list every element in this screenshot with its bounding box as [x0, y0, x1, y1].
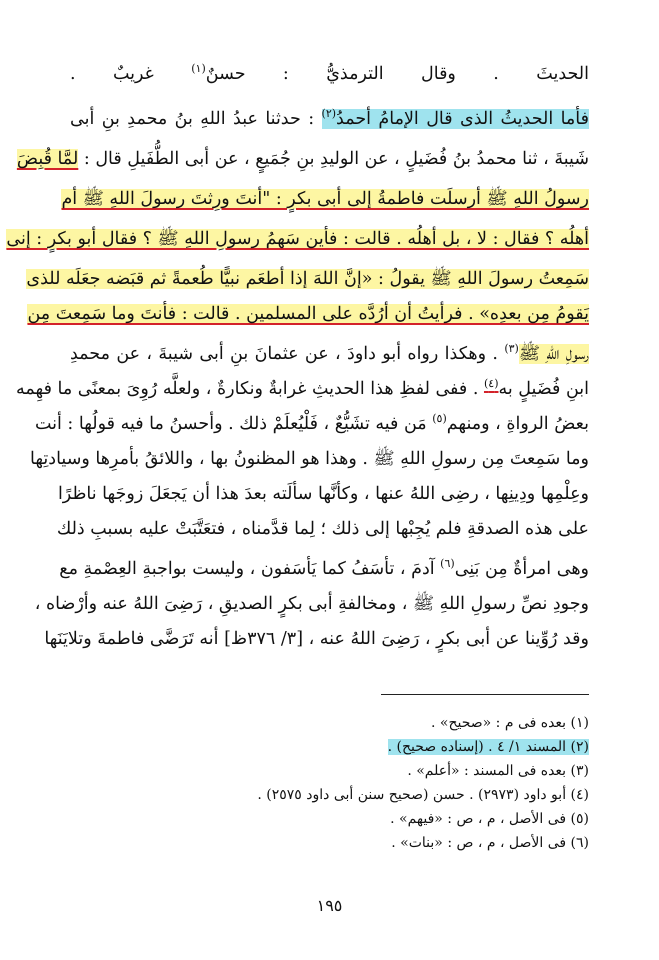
footnote-ref-5: (٥) — [432, 412, 447, 426]
highlight-footnote-2: (٢) المسند ١/ ٤ . (إسناده صحيح) . — [387, 739, 589, 755]
text-line-16 — [44, 624, 589, 654]
text-line-12 — [57, 479, 589, 509]
line-9-text: ابنِ فُضَيلٍ به — [498, 379, 589, 399]
text-line-2 — [70, 104, 589, 134]
highlight-line-5: أهلُه ؟ فقال : لا ، بل أهلُه . قالت : فأين سَهمُ رسولِ اللهِ ﷺ ؟ فقال أبو بكرٍ : إنى — [6, 229, 589, 249]
highlight-line-7: يَقومُ مِن بعدِه» . فرأيتُ أن أرُدَّه على المسلمين . قالت : فأنتَ وما سَمِعتَ مِن — [27, 304, 589, 324]
footnote-3: (٣) بعده فى المسند : «أعلم» . — [407, 763, 589, 779]
text-line-3 — [16, 144, 589, 174]
footnote-ref-1: (١) — [191, 62, 206, 76]
line-14-text: وهى امرأةٌ مِن بَنِى — [454, 559, 589, 579]
text-line-8 — [70, 339, 589, 369]
footnote-2 — [388, 736, 589, 758]
text-line-4 — [61, 184, 589, 214]
text-line-13 — [56, 514, 589, 544]
line-3-text: شَيبةَ ، ثنا محمدُ بنُ فُضَيلٍ ، عن الوليدِ بنِ جُمَيعٍ ، عن أبى الطُّفَيلِ قال : — [78, 149, 589, 169]
line-15-text: وجودِ نصِّ رسولِ اللهِ ﷺ ، ومخالفةِ أبى بكرٍ الصديقِ ، رَضِىَ اللهُ عنه وأرْضاه ، — [34, 594, 589, 614]
line-13-text: على هذه الصدقةِ فلم يُجِبْها إلى ذلك ؛ لِما قدَّمناه ، فتعَتَّبَتْ عليه بسببِ ذلك — [56, 519, 589, 539]
footnote-separator — [381, 694, 589, 695]
line-14-tail: آدمَ ، تأسَفُ كما يَأسَفون ، وليست بواجبةِ العِصْمةِ مع — [59, 559, 441, 579]
footnote-5: (٥) فى الأصل ، م ، ص : «فيهم» . — [390, 811, 589, 827]
line-2-highlighted: فأما الحديثُ الذى قال الإمامُ أحمدُ — [336, 109, 589, 129]
line-9-tail: . ففى لفظِ هذا الحديثِ غرابةٌ ونكارةٌ ، ولعلَّه رُوِىَ بمعنًى ما فهِمه — [16, 379, 484, 399]
text-line-5 — [6, 224, 589, 254]
highlight-line-8: رسولِ اللهِ ﷺ — [518, 344, 589, 364]
footnote-ref-4: (٤) — [483, 377, 499, 391]
line-12-text: وعِلْمِها ودِينِها ، رضِى اللهُ عنها ، وكأنَّها سألَته بعدَ هذا أن يَجعَلَ زوجَها ناظرًا — [57, 484, 589, 504]
text-line-11 — [30, 444, 589, 474]
line-10-text: بعضُ الرواةِ ، ومنهم — [446, 414, 589, 434]
text-line-10 — [34, 409, 589, 439]
footnote-ref-2: (٢) — [321, 107, 337, 121]
highlight-line-6: سَمِعتُ رسولَ اللهِ ﷺ يقولُ : «إنَّ اللهَ إذا أطعَم نبيًّا طُعمةً ثم قبَضه جعَلَه للذى — [26, 269, 589, 289]
highlight-lamma-qubida: لمَّا قُبِضَ — [16, 149, 79, 169]
footnote-6: (٦) فى الأصل ، م ، ص : «بنات» . — [391, 835, 589, 851]
line-8-tail: . وهكذا رواه أبو داودَ ، عن عثمانَ بنِ أبى شيبةَ ، عن محمدِ — [70, 344, 505, 364]
footnote-ref-3: (٣) — [504, 342, 519, 356]
line-1-tail: غريبٌ . — [70, 64, 192, 84]
text-line-9 — [16, 374, 589, 404]
text-line-15 — [34, 589, 589, 619]
text-line-14 — [59, 554, 589, 584]
footnote-ref-6: (٦) — [440, 557, 455, 571]
page-number: ١٩٥ — [316, 896, 343, 915]
text-line-7 — [27, 299, 589, 329]
line-16-text: وقد رُوِّينا عن أبى بكرٍ ، رَضِىَ اللهُ عنه ، [٣/ ٣٧٦ظ] أنه تَرَضَّى فاطمةَ وتلايَنَها — [44, 629, 589, 649]
text-line-1 — [70, 59, 589, 89]
line-10-tail: مَن فيه تشَيُّعٌ ، فَلْيُعلَمْ ذلك . وأحسنُ ما فيه قولُها : أنت — [34, 414, 433, 434]
line-11-text: وما سَمِعتَ مِن رسولِ اللهِ ﷺ . وهذا هو المظنونُ بها ، واللائقُ بأمرِها وسيادتِها — [30, 449, 589, 469]
highlight-imam-ahmad — [322, 109, 589, 129]
highlight-line-4: رسولُ اللهِ ﷺ أرسلَت فاطمةُ إلى أبى بكرٍ : "أنتَ ورِثتَ رسولَ اللهِ ﷺ أم — [61, 189, 589, 209]
text-line-6 — [26, 264, 589, 294]
footnote-1: (١) بعده فى م : «صحيح» . — [430, 715, 589, 731]
line-2-tail: : حدثنا عبدُ اللهِ بنُ محمدِ بنِ أبى — [70, 109, 322, 129]
line-1-text: الحديثَ . وقال الترمذيُّ : حسنٌ — [205, 64, 589, 84]
footnote-4: (٤) أبو داود (٢٩٧٣) . حسن (صحيح سنن أبى داود ٢٥٧٥) . — [257, 787, 589, 803]
